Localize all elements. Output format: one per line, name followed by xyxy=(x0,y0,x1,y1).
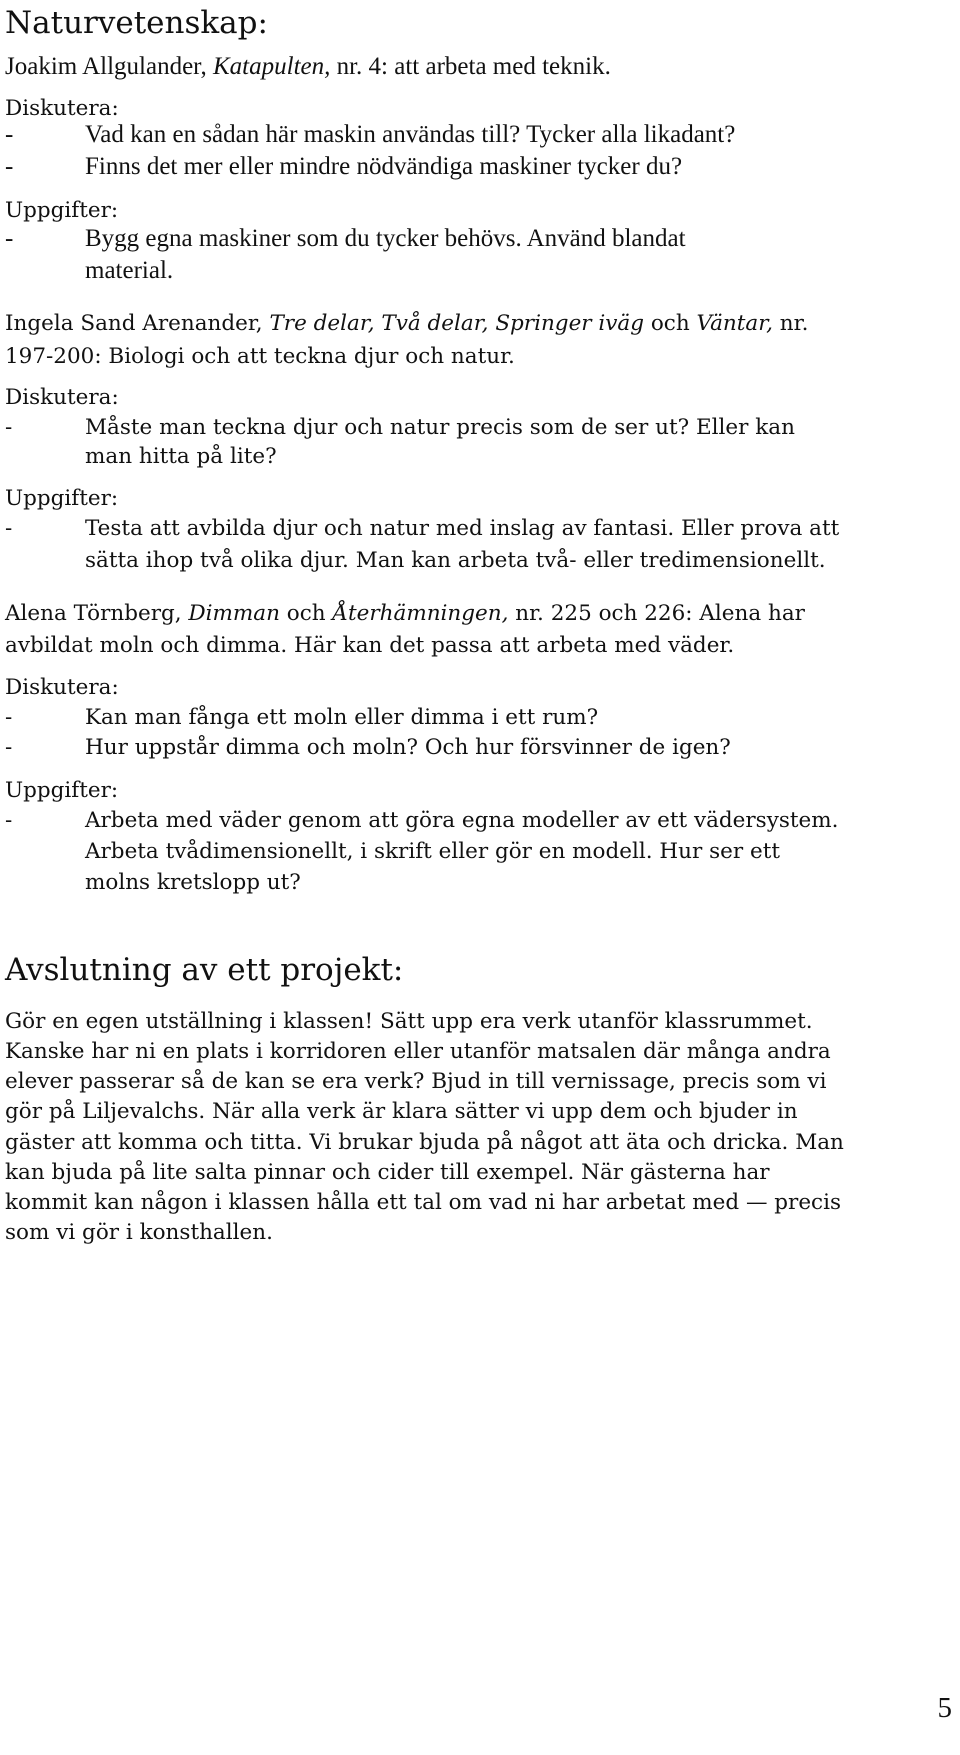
list-item-text: Arbeta med väder genom att göra egna modeller av ett vädersystem. xyxy=(85,808,839,833)
katapult-author: Joakim Allgulander, xyxy=(5,53,213,80)
list-item-text: Bygg egna maskiner som du tycker behövs. Använd blandat xyxy=(85,225,686,252)
avslutning-line-5: gäster att komma och titta. Vi brukar bjuda på något att äta och dricka. Man xyxy=(5,1130,844,1155)
list-item-text: Måste man teckna djur och natur precis som de ser ut? Eller kan xyxy=(85,415,795,440)
tornberg-discuss-label: Diskutera: xyxy=(5,675,119,700)
conjunction: och xyxy=(279,601,333,626)
tornberg-author: Alena Törnberg, xyxy=(5,601,189,626)
list-item-text: Hur uppstår dimma och moln? Och hur försvinner de igen? xyxy=(85,735,731,760)
tornberg-title-dimman: Dimman xyxy=(188,601,280,626)
arenander-discuss-label: Diskutera: xyxy=(5,385,119,410)
katapult-task-continuation: material. xyxy=(85,257,174,284)
section-heading-naturvetenskap: Naturvetenskap: xyxy=(5,5,268,41)
katapult-title: Katapulten, xyxy=(213,53,331,80)
list-item-text: Vad kan en sådan här maskin användas till? Tycker alla likadant? xyxy=(85,121,736,148)
tornberg-task-continuation-1: Arbeta tvådimensionellt, i skrift eller gör en modell. Hur ser ett xyxy=(85,839,780,864)
avslutning-line-8: som vi gör i konsthallen. xyxy=(5,1220,273,1245)
tornberg-tasks-label: Uppgifter: xyxy=(5,778,119,803)
avslutning-line-6: kan bjuda på lite salta pinnar och cider till exempel. När gästerna har xyxy=(5,1160,770,1185)
conjunction: och xyxy=(644,311,697,336)
list-item-text: Kan man fånga ett moln eller dimma i ett rum? xyxy=(85,705,599,730)
bullet-dash: - xyxy=(5,808,13,833)
bullet-dash: - xyxy=(5,121,14,148)
tornberg-intro xyxy=(5,599,805,629)
arenander-title-vantar: Väntar, xyxy=(696,311,773,336)
number-label: nr. xyxy=(772,311,809,336)
arenander-task-continuation: sätta ihop två olika djur. Man kan arbeta två- eller tredimensionellt. xyxy=(85,548,826,573)
tornberg-title-aterhamningen: Återhämningen, xyxy=(332,601,509,626)
katapult-topic: nr. 4: att arbeta med teknik. xyxy=(330,53,611,80)
avslutning-line-3: elever passerar så de kan se era verk? Bjud in till vernissage, precis som vi xyxy=(5,1069,827,1094)
katapult-intro xyxy=(5,52,611,82)
bullet-dash: - xyxy=(5,153,14,180)
avslutning-line-1: Gör en egen utställning i klassen! Sätt upp era verk utanför klassrummet. xyxy=(5,1009,813,1034)
arenander-tasks-label: Uppgifter: xyxy=(5,486,119,511)
arenander-titles: Tre delar, Två delar, Springer iväg xyxy=(269,311,645,336)
avslutning-line-4: gör på Liljevalchs. När alla verk är klara sätter vi upp dem och bjuder in xyxy=(5,1099,798,1124)
list-item-text: Finns det mer eller mindre nödvändiga maskiner tycker du? xyxy=(85,153,683,180)
bullet-dash: - xyxy=(5,415,13,440)
arenander-intro-line2: 197-200: Biologi och att teckna djur och natur. xyxy=(5,344,515,369)
arenander-discuss-continuation: man hitta på lite? xyxy=(85,444,277,469)
bullet-dash: - xyxy=(5,225,14,252)
arenander-intro xyxy=(5,309,808,339)
avslutning-line-7: kommit kan någon i klassen hålla ett tal om vad ni har arbetat med — precis xyxy=(5,1190,841,1215)
section-heading-avslutning: Avslutning av ett projekt: xyxy=(5,952,404,988)
katapult-tasks-label: Uppgifter: xyxy=(5,198,119,223)
katapult-discuss-label: Diskutera: xyxy=(5,96,119,121)
avslutning-line-2: Kanske har ni en plats i korridoren eller utanför matsalen där många andra xyxy=(5,1039,831,1064)
arenander-author: Ingela Sand Arenander, xyxy=(5,311,270,336)
tornberg-intro-line2: avbildat moln och dimma. Här kan det passa att arbeta med väder. xyxy=(5,633,735,658)
bullet-dash: - xyxy=(5,735,13,760)
bullet-dash: - xyxy=(5,516,13,541)
number-label: nr. 225 och 226: Alena har xyxy=(508,601,805,626)
list-item-text: Testa att avbilda djur och natur med inslag av fantasi. Eller prova att xyxy=(85,516,840,541)
page-number: 5 xyxy=(937,1692,952,1724)
tornberg-task-continuation-2: molns kretslopp ut? xyxy=(85,870,301,895)
bullet-dash: - xyxy=(5,705,13,730)
